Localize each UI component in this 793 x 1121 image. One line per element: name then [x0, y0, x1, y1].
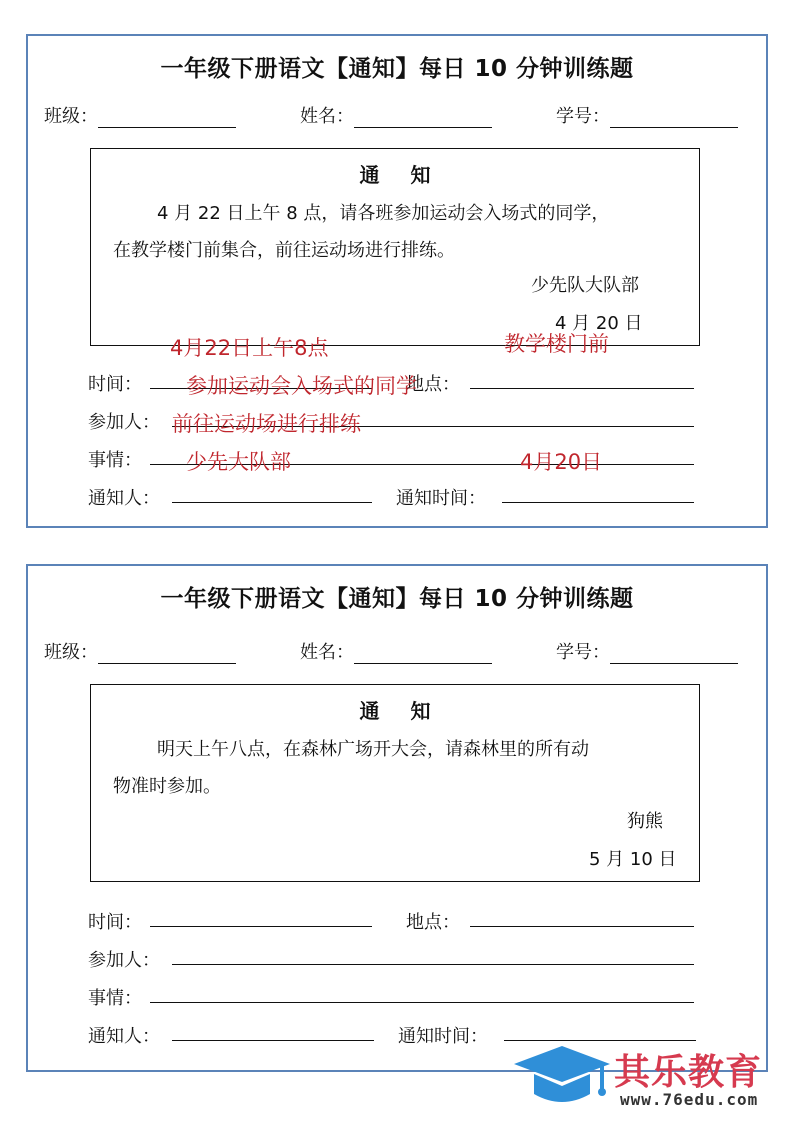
name-input-line[interactable]	[354, 645, 492, 664]
watermark-brand: 其乐教育	[614, 1052, 763, 1093]
time-field: 时间：	[88, 374, 142, 395]
time-field: 时间：	[88, 912, 142, 933]
notice-time-field: 通知时间：	[398, 1026, 488, 1047]
notice-date: 4 月 20 日	[555, 313, 643, 334]
notice-title: 通 知	[359, 163, 443, 187]
participants-input-line[interactable]	[172, 940, 694, 965]
notice-date: 5 月 10 日	[589, 849, 677, 870]
worksheet-title: 一年级下册语文【通知】每日 10 分钟训练题	[160, 56, 634, 82]
place-input-line[interactable]	[470, 902, 694, 927]
notice-body: 明天上午八点，在森林广场开大会，请森林里的所有动 物准时参加。	[113, 739, 589, 797]
worksheet-2	[26, 564, 768, 1072]
place-field: 地点：	[406, 374, 460, 395]
watermark-url: www.76edu.com	[620, 1090, 759, 1109]
watermark-logo	[510, 1040, 790, 1114]
participants-answer: 参加运动会入场式的同学	[186, 374, 417, 398]
name-field: 姓名：	[300, 638, 492, 664]
notifier-field: 通知人：	[88, 1026, 160, 1047]
notice-body: 4 月 22 日上午 8 点，请各班参加运动会入场式的同学， 在教学楼门前集合，前往运动场进行排练。	[113, 203, 610, 261]
name-field: 姓名：	[300, 102, 492, 128]
class-input-line[interactable]	[98, 645, 236, 664]
worksheet-1	[26, 34, 768, 528]
worksheet-title: 一年级下册语文【通知】每日 10 分钟训练题	[160, 586, 634, 612]
name-input-line[interactable]	[354, 109, 492, 128]
notice-signer: 少先队大队部	[531, 275, 639, 296]
class-field: 班级：	[44, 102, 236, 128]
notice-box	[90, 148, 700, 346]
notifier-input-line[interactable]	[172, 478, 372, 503]
time-input-line[interactable]	[150, 902, 372, 927]
matter-field: 事情：	[88, 988, 142, 1009]
class-field: 班级：	[44, 638, 236, 664]
notifier-field: 通知人：	[88, 488, 160, 509]
notice-time-input-line[interactable]	[504, 1016, 696, 1041]
place-field: 地点：	[406, 912, 460, 933]
matter-field: 事情：	[88, 450, 142, 471]
time-answer: 4月22日上午8点	[170, 336, 329, 360]
number-input-line[interactable]	[610, 645, 738, 664]
notifier-answer: 少先大队部	[186, 450, 291, 474]
notice-time-input-line[interactable]	[502, 478, 694, 503]
number-input-line[interactable]	[610, 109, 738, 128]
graduation-cap-icon	[510, 1040, 610, 1114]
notifier-input-line[interactable]	[172, 1016, 374, 1041]
participants-field: 参加人：	[88, 950, 160, 971]
notice-title: 通 知	[359, 699, 443, 723]
number-field: 学号：	[556, 102, 738, 128]
participants-field: 参加人：	[88, 412, 160, 433]
class-input-line[interactable]	[98, 109, 236, 128]
matter-answer: 前往运动场进行排练	[172, 412, 361, 436]
number-field: 学号：	[556, 638, 738, 664]
notice-time-answer: 4月20日	[520, 450, 603, 474]
matter-input-line[interactable]	[150, 978, 694, 1003]
notice-signer: 狗熊	[627, 811, 663, 832]
notice-box	[90, 684, 700, 882]
place-answer: 教学楼门前	[504, 332, 609, 356]
notice-time-field: 通知时间：	[396, 488, 486, 509]
place-input-line[interactable]	[470, 364, 694, 389]
